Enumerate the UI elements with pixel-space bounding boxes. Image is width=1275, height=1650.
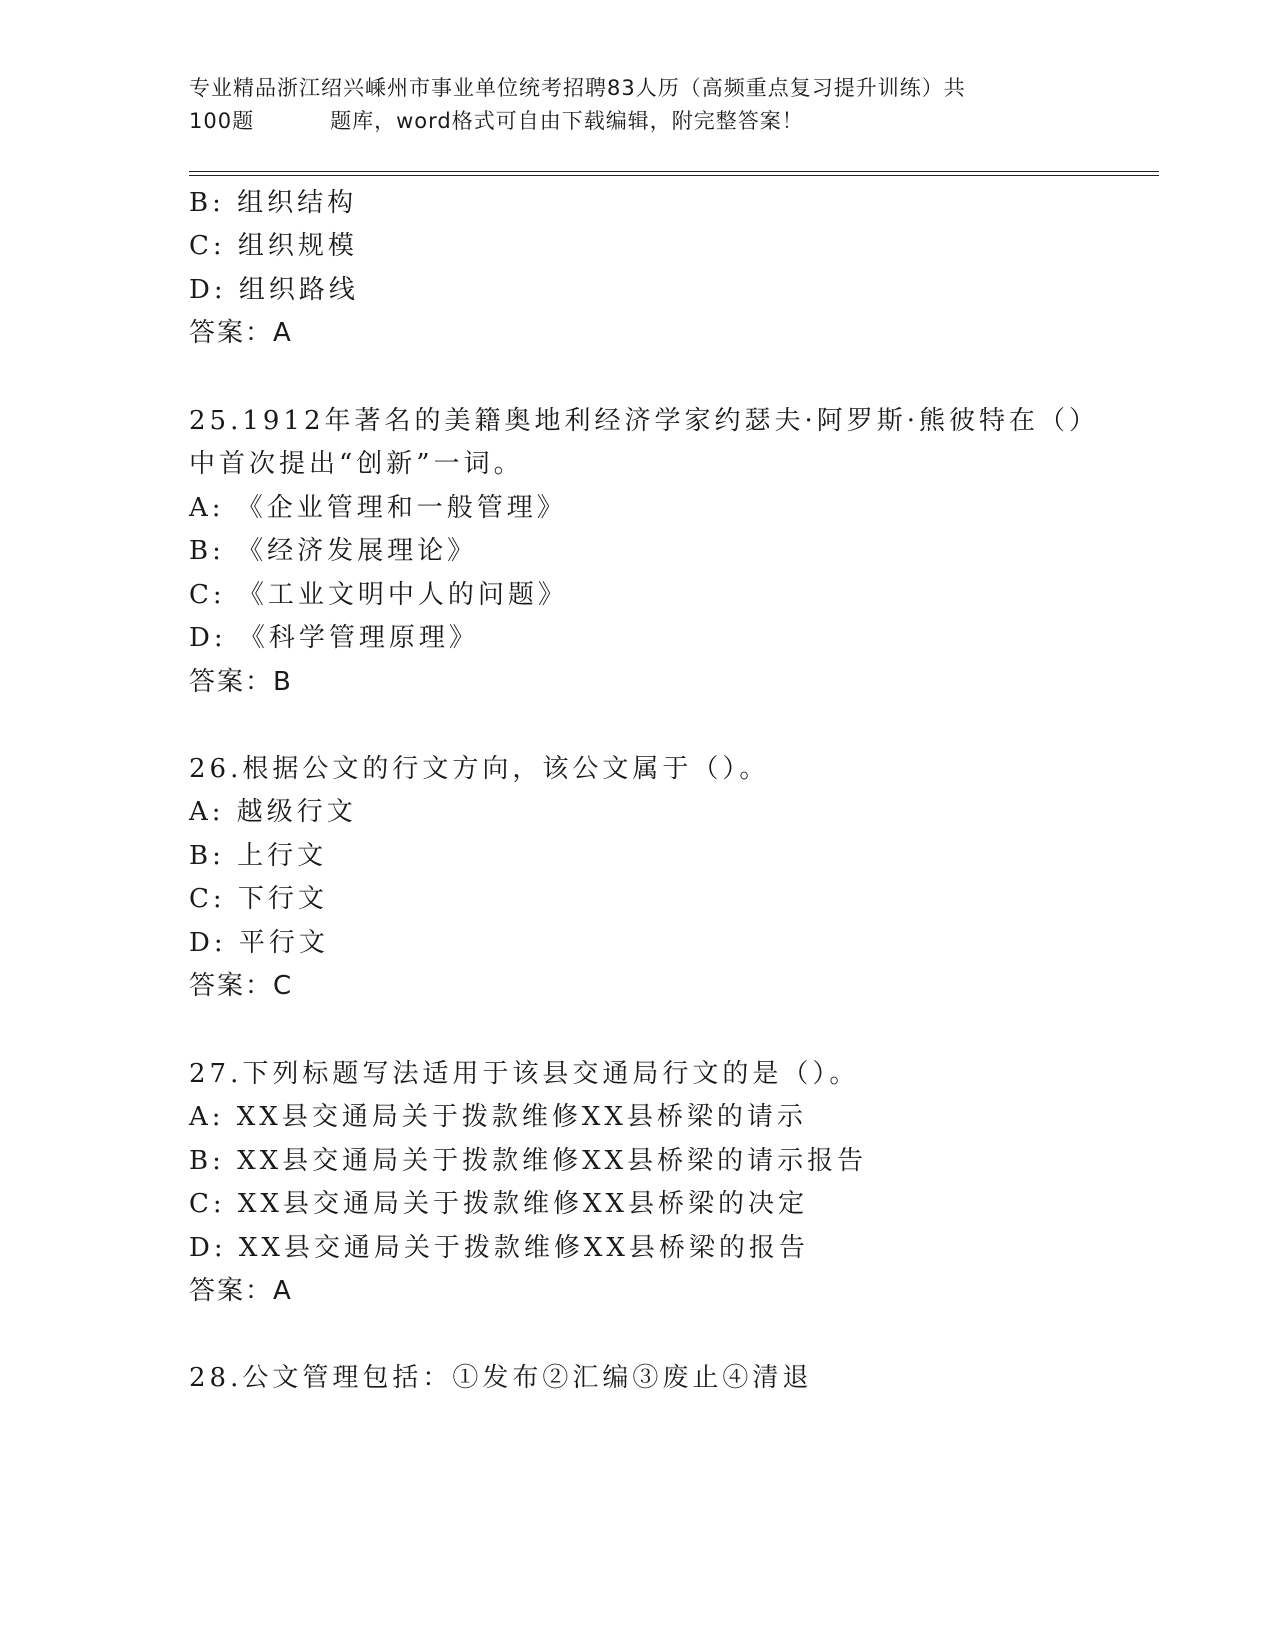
header-rule-top xyxy=(189,171,1159,172)
q25-option-b: B: 《经济发展理论》 xyxy=(189,536,478,566)
q25-option-a: A: 《企业管理和一般管理》 xyxy=(189,493,567,523)
q25-stem-line-2: 中首次提出“创新”一词。 xyxy=(189,449,524,479)
q27-stem: 27.下列标题写法适用于该县交通局行文的是（）。 xyxy=(189,1059,860,1089)
q25-option-d: D: 《科学管理原理》 xyxy=(189,623,479,653)
q24-option-d: D: 组织路线 xyxy=(189,275,359,305)
document-header xyxy=(189,72,1089,138)
q27-option-b: B: XX县交通局关于拨款维修XX县桥梁的请示报告 xyxy=(189,1146,868,1176)
q26-option-a: A: 越级行文 xyxy=(189,797,357,827)
header-title-line-2 xyxy=(189,105,1089,138)
header-question-count: 100题 xyxy=(189,109,255,133)
q26-option-b: B: 上行文 xyxy=(189,841,328,871)
q27-option-c: C: XX县交通局关于拨款维修XX县桥梁的决定 xyxy=(189,1189,808,1219)
q26-option-c: C: 下行文 xyxy=(189,884,328,914)
header-title-line-1: 专业精品浙江绍兴嵊州市事业单位统考招聘83人历（高频重点复习提升训练）共 xyxy=(189,76,966,100)
q25-stem-line-1: 25.1912年著名的美籍奥地利经济学家约瑟夫·阿罗斯·熊彼特在（） xyxy=(189,406,1100,436)
header-format-note: 题库，word格式可自由下载编辑，附完整答案！ xyxy=(330,109,804,133)
q26-answer: 答案：C xyxy=(189,971,294,1001)
q24-answer: 答案：A xyxy=(189,318,293,348)
q24-option-b: B: 组织结构 xyxy=(189,188,358,218)
q27-option-d: D: XX县交通局关于拨款维修XX县桥梁的报告 xyxy=(189,1233,809,1263)
q26-stem: 26.根据公文的行文方向，该公文属于（）。 xyxy=(189,754,770,784)
q25-answer: 答案：B xyxy=(189,667,293,697)
q25-option-c: C: 《工业文明中人的问题》 xyxy=(189,580,568,610)
q28-stem: 28.公文管理包括：①发布②汇编③废止④清退 xyxy=(189,1363,813,1393)
q27-option-a: A: XX县交通局关于拨款维修XX县桥梁的请示 xyxy=(189,1102,807,1132)
q24-option-c: C: 组织规模 xyxy=(189,231,358,261)
header-rule-bottom xyxy=(189,175,1159,176)
q27-answer: 答案：A xyxy=(189,1276,293,1306)
q26-option-d: D: 平行文 xyxy=(189,928,329,958)
